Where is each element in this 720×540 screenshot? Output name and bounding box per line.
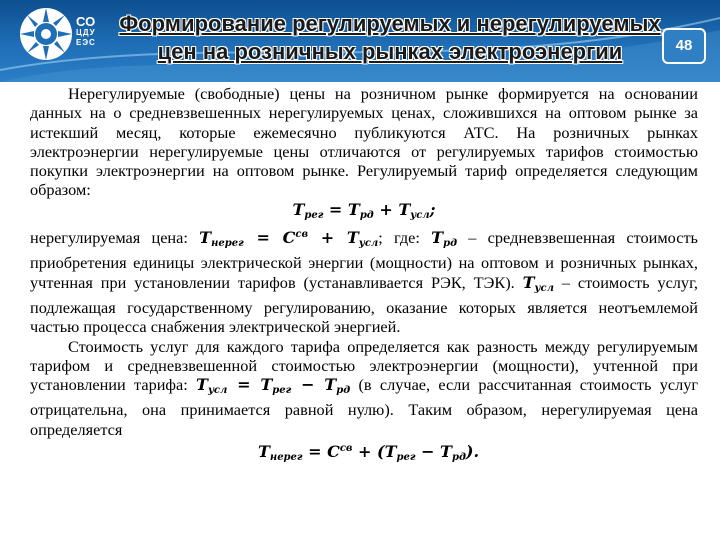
logo-line-2: ЦДУ xyxy=(76,28,96,37)
paragraph-3-after: (в случае, если рассчитанная стоимость услуг отрицательна, она принимается равной нулю). Таким образом, нерегулируемая цена определяется xyxy=(30,375,699,439)
logo-emblem-icon xyxy=(18,6,74,62)
paragraph-3 xyxy=(30,337,698,439)
company-logo xyxy=(18,6,122,66)
logo-line-1: СО xyxy=(76,14,96,29)
paragraph-2 xyxy=(30,225,698,336)
slide-page-number: 48 xyxy=(662,28,706,64)
slide-title-line-1: Формирование регулируемых и нерегулируемых xyxy=(119,11,661,36)
formula-service-cost: $T_{усл} = T_{рег} - T_{рд}$ xyxy=(196,375,351,397)
slide-header xyxy=(0,0,720,82)
logo-line-3: ЕЭС xyxy=(76,38,96,47)
formula-final-unregulated-price: $T_{нерег} = C^{св} + (T_{рег} - T_{рд})$. xyxy=(258,442,480,464)
paragraph-2-start: нерегулируемая цена: xyxy=(30,228,200,248)
symbol-t-usl: $T_{усл}$ xyxy=(522,272,554,294)
formula-unregulated-price: $T_{нерег} = C^{св} + T_{усл}$ xyxy=(199,228,379,250)
formula-regulated-tariff: $T_{рег} = T_{рд} + T_{усл}$; xyxy=(292,199,436,221)
slide-title xyxy=(110,10,670,66)
logo-text xyxy=(76,16,96,48)
paragraph-2-where: ; где: xyxy=(378,228,432,248)
paragraph-3-text: Стоимость услуг для каждого тарифа определяется как разность между регулируемым тарифом и средневзвешенной стоимостью электроэнергии (мощности), учтенной при установлении тарифа: xyxy=(30,336,698,395)
paragraph-2-end: – стоимость услуг, подлежащая государственному регулированию, оказание которых является неотъемлемой частью процесса снабжения электрической энергией. xyxy=(30,272,698,337)
slide-body xyxy=(30,84,698,467)
paragraph-1: Нерегулируемые (свободные) цены на розничном рынке формируется на основании данных на о средневзвешенных нерегулируемых ценах, сложившихся на оптовом рынке за истекший месяц, которые ежемесячно публикуются АТС. На розничных рынках электроэнергии нерегулируемые цены отличаются от регулируемых тарифов стоимостью покупки электроэнергии на оптовом рынке. Регулируемый тариф определяется следующим образом: xyxy=(30,84,698,200)
paragraph-2-rest: – средневзвешенная стоимость приобретения единицы электрической энергии (мощности) на оптовом и розничных рынках, учтенная при установлении тарифов (устанавливается РЭК, ТЭК). xyxy=(30,228,698,292)
slide-title-line-2: цен на розничных рынках электроэнергии xyxy=(157,39,623,64)
symbol-t-rd: $T_{рд}$ xyxy=(431,228,458,250)
